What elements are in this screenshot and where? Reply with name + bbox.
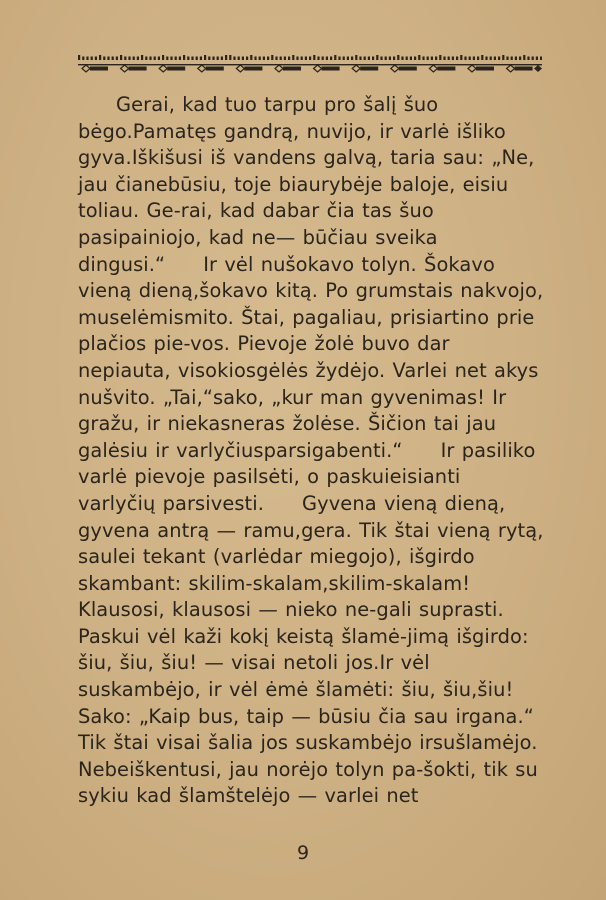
text-line: Ir vėl suskambėjo, ir vėl ėmė šlamėti: šiu, šiu, — [78, 651, 478, 702]
text-line: Ir vėl nušokavo tolyn. Šokavo vieną dieną, — [78, 252, 495, 303]
text-line: jimą išgirdo: šiu, šiu, šiu! — visai netoli jos. — [78, 624, 529, 675]
text-line: neras žolėse. Šičion tai jau galėsiu ir varlyčius — [78, 412, 497, 462]
text-line: rai, kad dabar čia tas šuo pasipainiojo, kad ne — [78, 199, 434, 249]
text-line: Pamatęs gandrą, nuvijo, ir varlė išliko gyva. — [78, 119, 506, 170]
text-line: gėlės žydėjo. Varlei net akys nušvito. „Tai,“ — [78, 358, 539, 409]
text-line: Iškišusi iš vandens galvą, taria sau: „Ne, jau čia — [78, 146, 535, 196]
text-line: Gerai, kad tuo tarpu pro šalį šuo bėgo. — [78, 93, 439, 143]
text-line: šiu! Sako: „Kaip bus, taip — būsiu čia sau ir — [78, 678, 514, 728]
text-line: sako, „kur man gyvenimas! Ir gražu, ir niekas — [78, 385, 507, 436]
page-number: 9 — [296, 842, 310, 864]
text-line: skilim-skalam! Klausosi, klausosi — nieko ne- — [78, 571, 471, 622]
decorative-header-ornament — [78, 52, 542, 78]
text-line: gali suprasti. Paskui vėl kaži kokį keistą šlamė- — [78, 598, 504, 648]
text-line: eisianti varlyčių parsivesti. — [78, 465, 461, 515]
text-line: gera. Tik štai vieną rytą, saulei tekant (varlė — [78, 518, 544, 569]
text-line: — būčiau sveika dingusi.“ — [78, 225, 438, 276]
text-line: nebūsiu, toje biaurybėje baloje, eisiu toliau. Ge- — [78, 172, 509, 223]
text-line: šokavo kitą. Po grumstais nakvojo, muselėmis — [78, 279, 544, 329]
text-line: šokti, tik su sykiu kad šlamštelėjo — varlei net — [78, 757, 538, 808]
text-line: gana.“ Tik štai visai šalia jos suskambėjo ir — [78, 704, 534, 755]
text-line: Gyvena vieną dieną, gyvena antrą — ramu, — [78, 491, 506, 542]
text-line: vos. Pievoje žolė buvo dar nepiauta, visokios — [78, 332, 450, 382]
text-line: Ir pasiliko varlė pievoje pasilsėti, o paskui — [78, 438, 536, 489]
text-line: dar miegojo), išgirdo skambant: skilim-skalam, — [78, 545, 475, 595]
text-line: sušlamėjo. Nebeiškentusi, jau norėjo tolyn pa- — [78, 731, 538, 781]
text-line: parsigabenti.“ — [263, 438, 403, 462]
text-line: mito. Štai, pagaliau, prisiartino prie plačios pie- — [78, 305, 535, 356]
body-text — [78, 92, 544, 810]
